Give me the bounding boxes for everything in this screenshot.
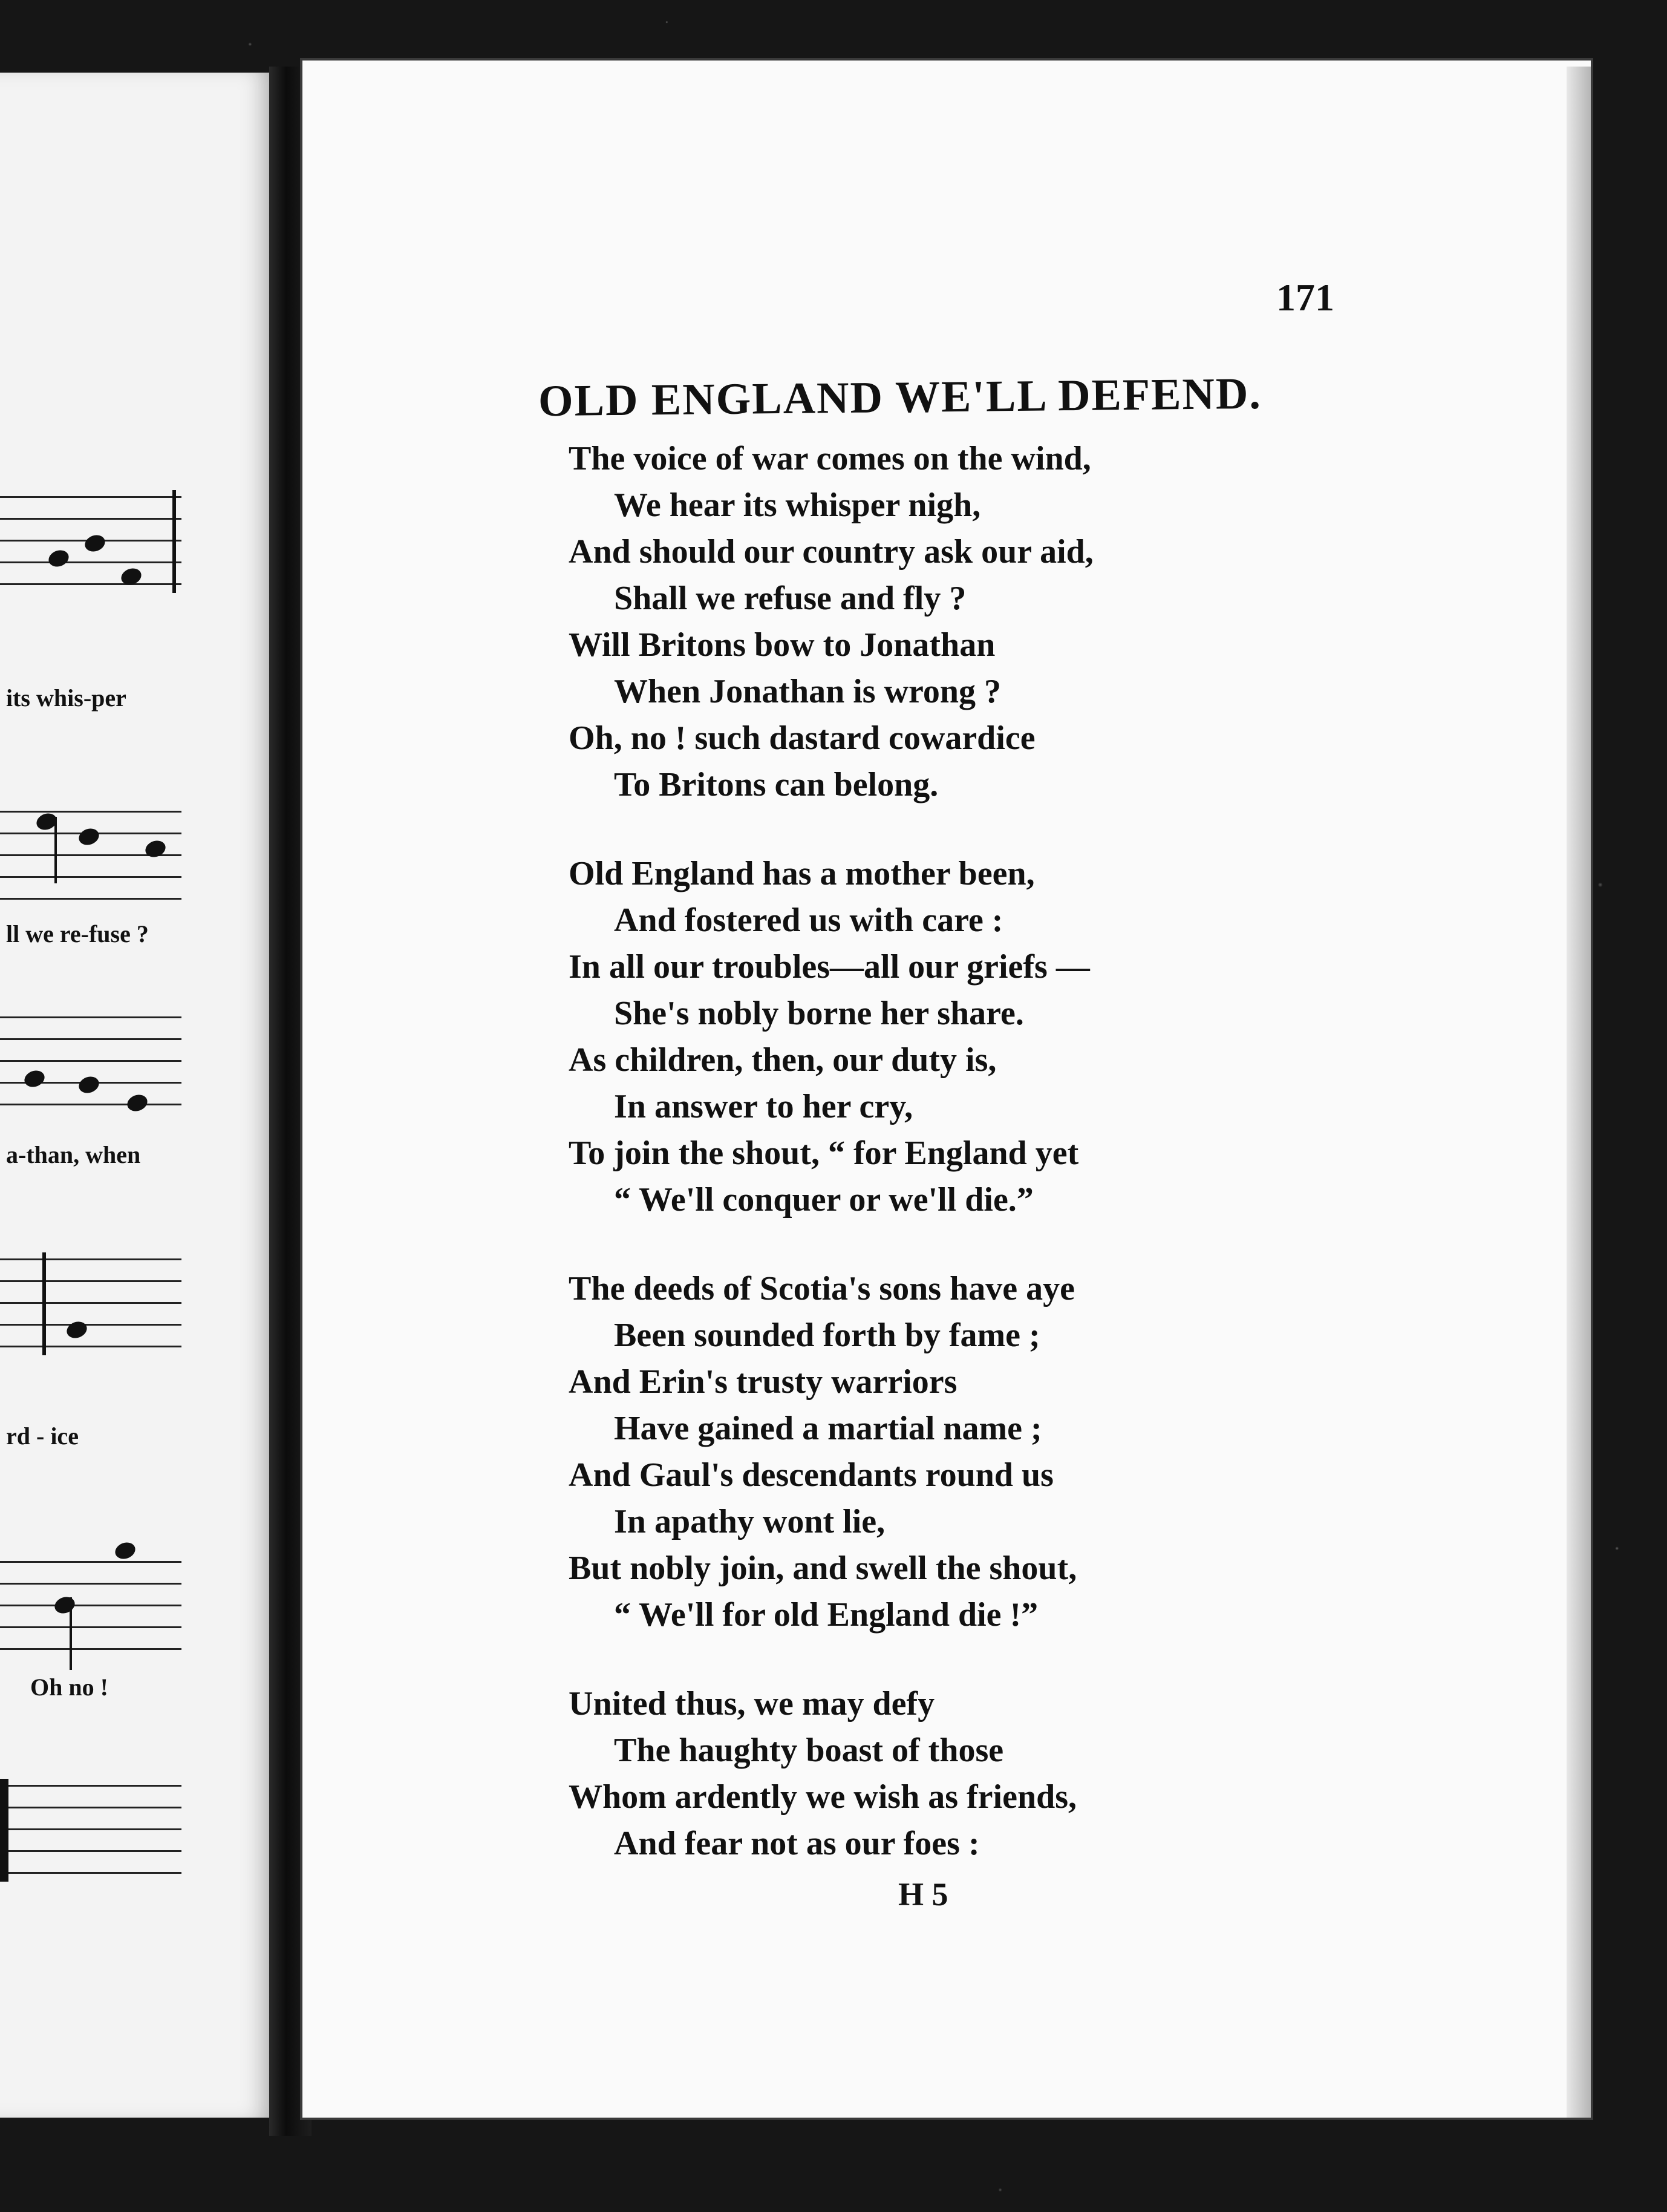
verse-line: Been sounded forth by fame ; [614,1317,1040,1354]
verse-line: When Jonathan is wrong ? [614,673,1002,710]
poem-title: OLD ENGLAND WE'LL DEFEND. [538,368,1262,427]
verse-line: And should our country ask our aid, [569,533,1094,571]
verse-line: In apathy wont lie, [614,1503,886,1540]
verse-line: “ We'll conquer or we'll die.” [614,1181,1034,1219]
verse-line: Have gained a martial name ; [614,1410,1042,1447]
verse-line: Shall we refuse and fly ? [614,580,967,617]
verse-line: The voice of war comes on the wind, [569,440,1091,477]
verse-line: The haughty boast of those [614,1732,1004,1769]
stanza-1 [569,436,1512,808]
verse-line: And Erin's trusty warriors [569,1363,957,1401]
verse-line: We hear its whisper nigh, [614,486,981,524]
previous-page [0,73,278,2118]
verse-line: And fostered us with care : [614,901,1003,939]
verse-line: Oh, no ! such dastard cowardice [569,719,1036,757]
stanza-3 [569,1266,1512,1638]
barline [172,490,176,593]
verse-line: As children, then, our duty is, [569,1041,997,1079]
music-staff [0,1258,181,1349]
stanza-2 [569,851,1512,1223]
verse-line: She's nobly borne her share. [614,995,1024,1032]
barline [0,1779,8,1882]
verse-line: And fear not as our foes : [614,1825,980,1862]
poem-body [569,436,1512,1909]
verse-line: Whom ardently we wish as friends, [569,1778,1077,1816]
barline [42,1252,46,1355]
verse-line: And Gaul's descendants round us [569,1456,1054,1494]
verse-line: “ We'll for old England die !” [614,1596,1039,1634]
verse-line: The deeds of Scotia's sons have aye [569,1270,1075,1307]
music-staff [0,1561,181,1652]
lyric-line: Oh no ! [30,1674,108,1701]
page-edge [1567,67,1591,2118]
verse-line: In all our troubles—all our griefs — [569,948,1090,986]
lyric-line: its whis-per [6,684,126,712]
verse-line: To Britons can belong. [614,766,939,803]
verse-line: Old England has a mother been, [569,855,1035,892]
verse-line: Will Britons bow to Jonathan [569,626,996,664]
note-stem [70,1597,72,1670]
page-number: 171 [1276,276,1334,319]
note-stem [54,817,57,883]
lyric-line: rd - ice [6,1422,79,1450]
music-staff [0,1785,181,1876]
verse-line: To join the shout, “ for England yet [569,1134,1079,1172]
lyric-line: a-than, when [6,1141,141,1168]
verse-line: United thus, we may defy [569,1685,935,1723]
verse-line: In answer to her cry, [614,1088,913,1125]
stanza-4 [569,1681,1512,1867]
signature-mark: H 5 [898,1876,948,1913]
music-staff [0,1016,181,1107]
lyric-line: ll we re-fuse ? [6,920,149,947]
verse-line: But nobly join, and swell the shout, [569,1549,1077,1587]
music-note [113,1540,138,1562]
